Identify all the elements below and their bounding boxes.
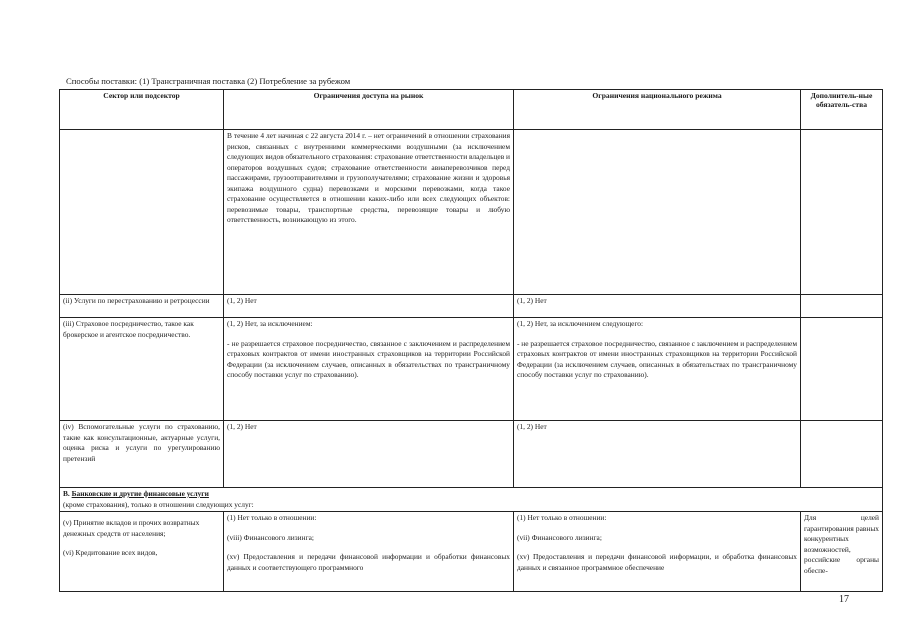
section-b-prefix: B. bbox=[63, 489, 72, 498]
section-b-title: Банковские и другие финансовые услуги bbox=[71, 489, 209, 498]
cell-national-iv: (1, 2) Нет bbox=[514, 421, 801, 488]
market-iii-detail: - не разрешается страховое посредничество, связанное с заключением и распределением страховых контрактов от имени иностранных страховщиков на территории Российской Федерации (за исключением случаев, описанных в обязательствах по трансграничному способу поставки услуг по страхованию). bbox=[227, 338, 510, 380]
page-number: 17 bbox=[839, 594, 849, 605]
sector-v-text: (v) Принятие вкладов и прочих возвратных денежных средств от населения; bbox=[63, 518, 200, 538]
national-iii-detail: - не разрешается страховое посредничество, связанное с заключением и распределением страховых контрактов от имени иностранных страховщиков на территории Российской Федерации (за исключением случаев, описанных в обязательствах по трансграничному способу поставки услуг по страхованию). bbox=[517, 338, 798, 380]
market-v-line-2: (viii) Финансового лизинга; bbox=[227, 532, 314, 542]
section-b-cell bbox=[60, 488, 883, 512]
market-v-line-3: (xv) Предоставления и передачи финансовой информации и обработки финансовых данных и соответствующего программного bbox=[227, 552, 510, 572]
table-row bbox=[60, 421, 883, 488]
national-v-line-3: (xv) Предоставления и передачи финансовой информации, и обработка финансовых данных и связанное программное обеспечение bbox=[517, 552, 797, 572]
cell-national-iii bbox=[514, 318, 801, 421]
cell-additional-v-vi: Для целей гарантирования равных конкурентных возможностей, российские органы обеспе- bbox=[801, 512, 883, 592]
table-row bbox=[60, 295, 883, 318]
header-additional-commitments: Дополнитель-ные обязатель-ства bbox=[801, 90, 883, 130]
table-row bbox=[60, 512, 883, 592]
sector-vi-text: (vi) Кредитование всех видов, bbox=[63, 548, 158, 558]
national-v-line-1: (1) Нет только в отношении: bbox=[517, 513, 607, 523]
cell-market-intro: В течение 4 лет начиная с 22 августа 2014 г. – нет ограничений в отношении страхования рисков, связанных с внутренними коммерческими воздушными (за исключением следующих видов обязательного страхования: страхование ответственности владельцев и операторов воздушных судов; страхование ответственности авиаперевозчиков перед пассажирами, грузоотправителями и грузополучателями; страхование жизни и здоровья экипажа воздушного судна) перевозками и морскими перевозками, когда такое страхование осуществляется в отношении каких-либо или всех следующих объектов: перевозимые товары, транспортные средства, перевозящие товары и любую ответственность, возникающую из этого. bbox=[224, 130, 514, 295]
cell-additional-iv bbox=[801, 421, 883, 488]
table-row bbox=[60, 318, 883, 421]
cell-market-v-vi bbox=[224, 512, 514, 592]
cell-sector-v-vi bbox=[60, 512, 224, 592]
cell-national-v-vi bbox=[514, 512, 801, 592]
header-national-treatment: Ограничения национального режима bbox=[514, 90, 801, 130]
cell-additional-ii bbox=[801, 295, 883, 318]
section-b-subtitle: (кроме страхования), только в отношении следующих услуг: bbox=[63, 499, 254, 509]
table-row bbox=[60, 130, 883, 295]
cell-additional-empty bbox=[801, 130, 883, 295]
header-market-access: Ограничения доступа на рынок bbox=[224, 90, 514, 130]
header-sector: Сектор или подсектор bbox=[60, 90, 224, 130]
market-iii-intro: (1, 2) Нет, за исключением: bbox=[227, 319, 313, 328]
table-caption: Способы поставки: (1) Трансграничная поставка (2) Потребление за рубежом bbox=[66, 76, 351, 86]
cell-national-ii: (1, 2) Нет bbox=[514, 295, 801, 318]
national-iii-intro: (1, 2) Нет, за исключением следующего: bbox=[517, 319, 644, 328]
cell-sector-empty bbox=[60, 130, 224, 295]
table-header-row bbox=[60, 90, 883, 130]
section-row bbox=[60, 488, 883, 512]
cell-market-iv: (1, 2) Нет bbox=[224, 421, 514, 488]
national-v-line-2: (vii) Финансового лизинга; bbox=[517, 532, 602, 542]
cell-additional-iii bbox=[801, 318, 883, 421]
cell-sector-iii: (iii) Страховое посредничество, такое как брокерское и агентское посредничество. bbox=[60, 318, 224, 421]
market-v-line-1: (1) Нет только в отношении: bbox=[227, 513, 317, 523]
cell-national-empty bbox=[514, 130, 801, 295]
cell-sector-iv: (iv) Вспомогательные услуги по страхованию, такие как консультационные, актуарные услуги, оценка риска и услуги по урегулированию претензий bbox=[60, 421, 224, 488]
cell-market-ii: (1, 2) Нет bbox=[224, 295, 514, 318]
cell-sector-ii: (ii) Услуги по перестрахованию и ретроцессии bbox=[60, 295, 224, 318]
commitments-table bbox=[59, 89, 883, 592]
cell-market-iii bbox=[224, 318, 514, 421]
